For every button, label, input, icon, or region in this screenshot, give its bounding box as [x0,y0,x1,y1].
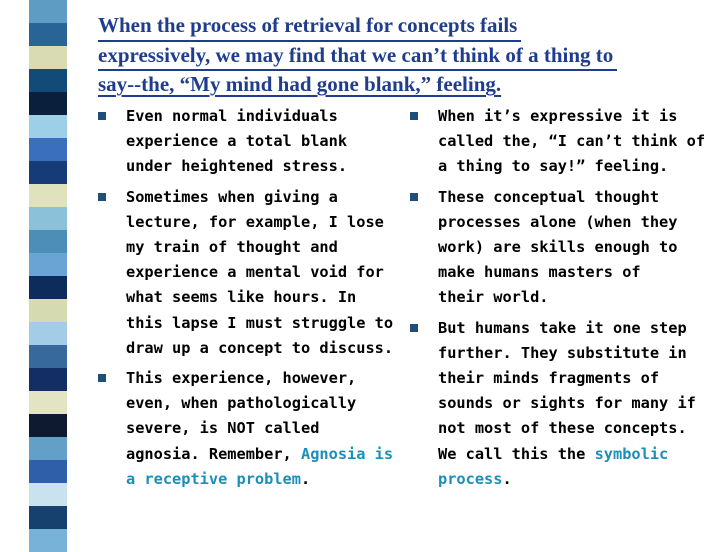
stripe-segment [29,437,67,460]
stripe-segment [29,391,67,414]
bullet-item [410,185,710,311]
stripe-segment [29,92,67,115]
stripe-segment [29,138,67,161]
stripe-segment [29,184,67,207]
bullet-text: But humans take it one step further. They substitute in their minds fragments of sounds or sights for many if not most of these concepts. We call this the symbolic process. [438,318,696,488]
square-bullet-icon [410,324,418,332]
stripe-segment [29,253,67,276]
stripe-segment [29,483,67,506]
stripe-segment [29,299,67,322]
bullet-item [98,185,393,361]
highlight-symbolic: symbolic [594,444,669,463]
stripe-segment [29,414,67,437]
stripe-segment [29,276,67,299]
bullet-text: This experience, however, even, when pathologically severe, is NOT called agnosia. Remember, Agnosia is a receptive problem. [126,369,394,488]
stripe-segment [29,46,67,69]
stripe-segment [29,230,67,253]
bullet-item [410,104,710,180]
stripe-segment [29,69,67,92]
stripe-segment [29,506,67,529]
bullet-item [98,366,393,492]
square-bullet-icon [410,193,418,201]
stripe-segment [29,322,67,345]
highlight-agnosia: Agnosia is [300,444,394,463]
bullet-item [98,104,393,180]
title-line-2: expressively, we may find that we can’t think of a thing to [98,42,617,72]
square-bullet-icon [98,374,106,382]
slide-title [98,12,698,99]
stripe-segment [29,345,67,368]
highlight-receptive: a receptive problem [126,469,301,488]
bullet-text: Sometimes when giving a lecture, for example, I lose my train of thought and experience a mental void for what seems like hours. In this lapse I must struggle to draw up a concept to discuss. [126,187,394,357]
stripe-segment [29,161,67,184]
bullet-text: When it’s expressive it is called the, “I can’t think of a thing to say!” feeling. [438,107,706,176]
bullet-text: Even normal individuals experience a total blank under heightened stress. [126,107,348,176]
square-bullet-icon [98,193,106,201]
right-bullet-column [410,104,710,497]
stripe-segment [29,23,67,46]
square-bullet-icon [98,112,106,120]
stripe-segment [29,529,67,552]
stripe-segment [29,368,67,391]
title-line-3: say--the, “My mind had gone blank,” feeling. [98,72,502,96]
title-line-1: When the process of retrieval for concepts fails [98,12,521,42]
stripe-segment [29,207,67,230]
stripe-segment [29,0,67,23]
stripe-segment [29,115,67,138]
bullet-item [410,316,710,492]
left-bullet-column [98,104,393,497]
highlight-process: process [438,469,503,488]
stripe-segment [29,460,67,483]
square-bullet-icon [410,112,418,120]
bullet-text: These conceptual thought processes alone (when they work) are skills enough to make humans masters of their world. [438,187,678,307]
decorative-stripe-bar [29,0,67,539]
